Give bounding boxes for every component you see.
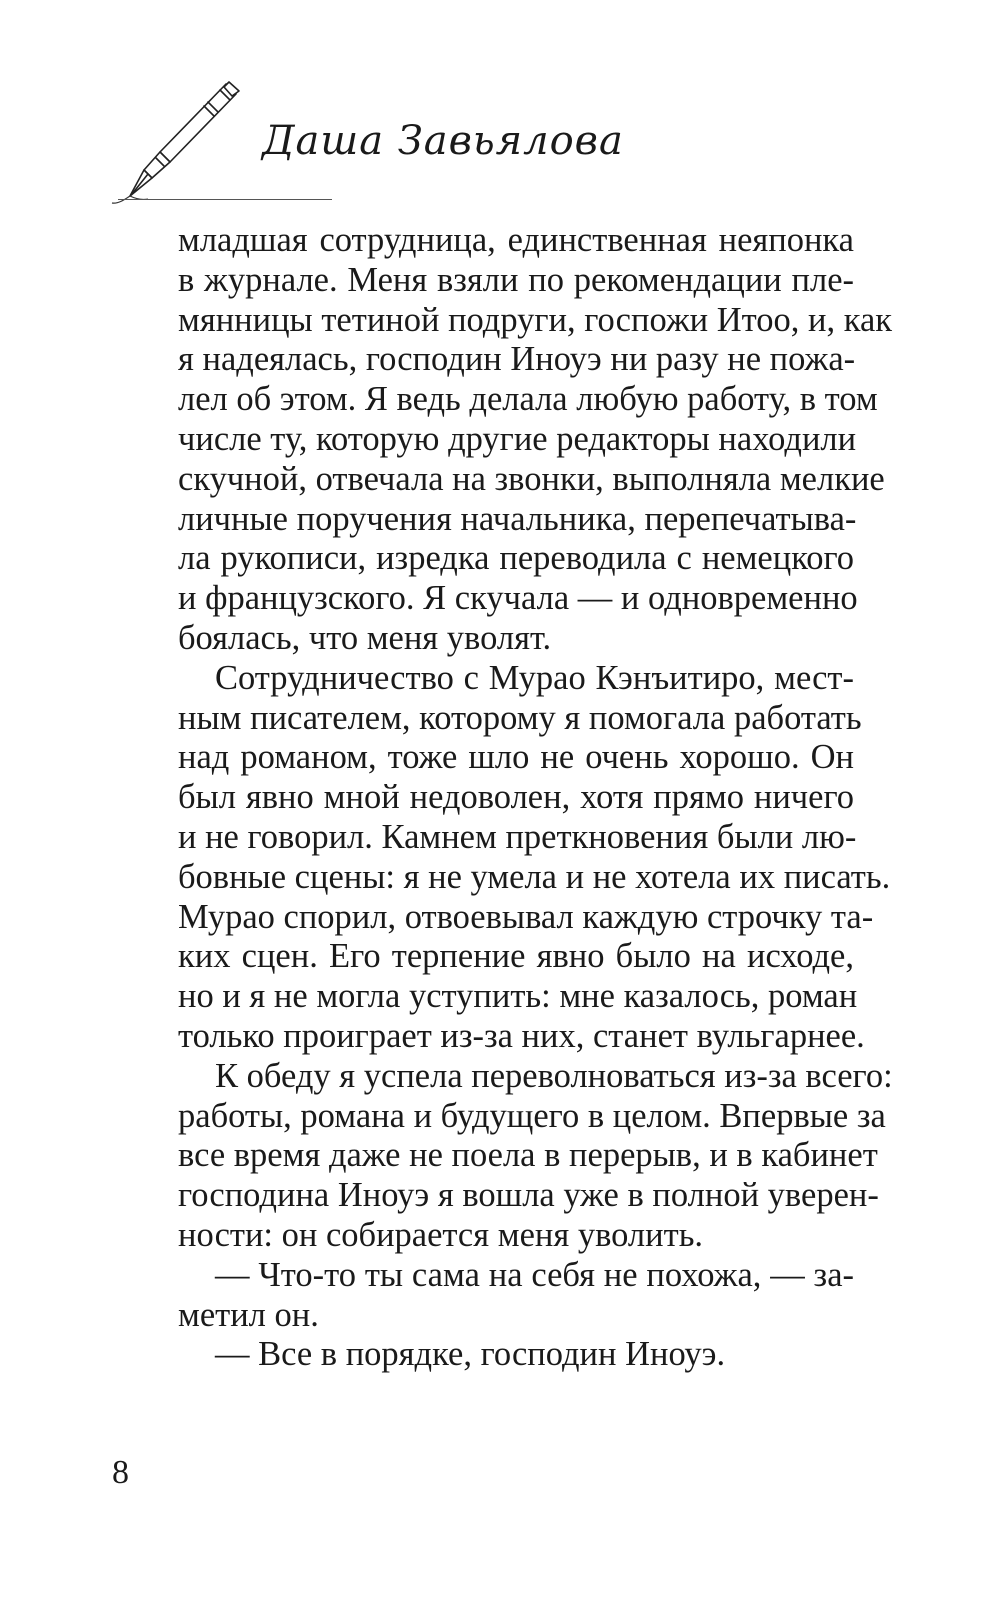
text-line: был явно мной недоволен, хотя прямо ничего	[178, 778, 854, 817]
text-line: скучной, отвечала на звонки, выполняла мелкие	[178, 459, 885, 498]
text-line: числе ту, которую другие редакторы находили	[178, 419, 857, 458]
paragraph	[178, 1256, 854, 1336]
text-line: но и я не могла уступить: мне казалось, роман	[178, 977, 858, 1016]
text-line: господина Иноуэ я вошла уже в полной уверен-	[178, 1176, 879, 1215]
text-line: ности: он собирается меня уволить.	[178, 1215, 704, 1254]
text-line: и французского. Я скучала — и одновременно	[178, 579, 858, 618]
text-line: и не говорил. Камнем преткновения были лю-	[178, 817, 857, 856]
text-line: мянницы тетиной подруги, госпожи Итоо, и, как	[178, 300, 893, 339]
paragraph	[178, 1056, 893, 1256]
paragraph	[178, 658, 891, 1057]
text-line: только проиграет из-за них, станет вульгарнее.	[178, 1016, 865, 1055]
text-line: метил он.	[178, 1295, 319, 1334]
fountain-pen-icon	[108, 78, 248, 208]
body-text	[178, 221, 893, 1375]
text-line: работы, романа и будущего в целом. Впервые за	[178, 1096, 886, 1135]
paragraph	[178, 1335, 854, 1375]
text-line: — Что-то ты сама на себя не похожа, — за-	[215, 1255, 854, 1294]
page-number: 8	[112, 1454, 129, 1491]
text-line: все время даже не поела в перерыв, и в кабинет	[178, 1136, 878, 1175]
text-line: боялась, что меня уволят.	[178, 618, 552, 657]
text-line: младшая сотрудница, единственная неяпонка	[178, 221, 854, 259]
text-line: лел об этом. Я ведь делала любую работу, в том	[178, 380, 878, 419]
text-line: ла рукописи, изредка переводила с немецкого	[178, 539, 854, 578]
text-line: Мурао спорил, отвоевывал каждую строчку та-	[178, 897, 874, 936]
text-line: личные поручения начальника, перепечатыва-	[178, 499, 857, 538]
paragraph	[178, 221, 893, 659]
running-header	[0, 0, 1000, 220]
text-line: ких сцен. Его терпение явно было на исходе,	[178, 937, 854, 976]
text-line: бовные сцены: я не умела и не хотела их писать.	[178, 857, 891, 896]
text-line: в журнале. Меня взяли по рекомендации пле-	[178, 260, 854, 299]
text-line: К обеду я успела переволноваться из-за всего:	[215, 1056, 893, 1095]
text-line: Сотрудничество с Мурао Кэнъитиро, мест-	[215, 658, 854, 697]
header-rule	[118, 199, 332, 200]
text-line: ным писателем, которому я помогала работать	[178, 698, 862, 737]
text-line: я надеялась, господин Иноуэ ни разу не пожа-	[178, 340, 856, 379]
text-line: — Все в порядке, господин Иноуэ.	[215, 1335, 726, 1374]
author-name: Даша Завьялова	[262, 118, 624, 164]
text-line: над романом, тоже шло не очень хорошо. Он	[178, 738, 854, 777]
